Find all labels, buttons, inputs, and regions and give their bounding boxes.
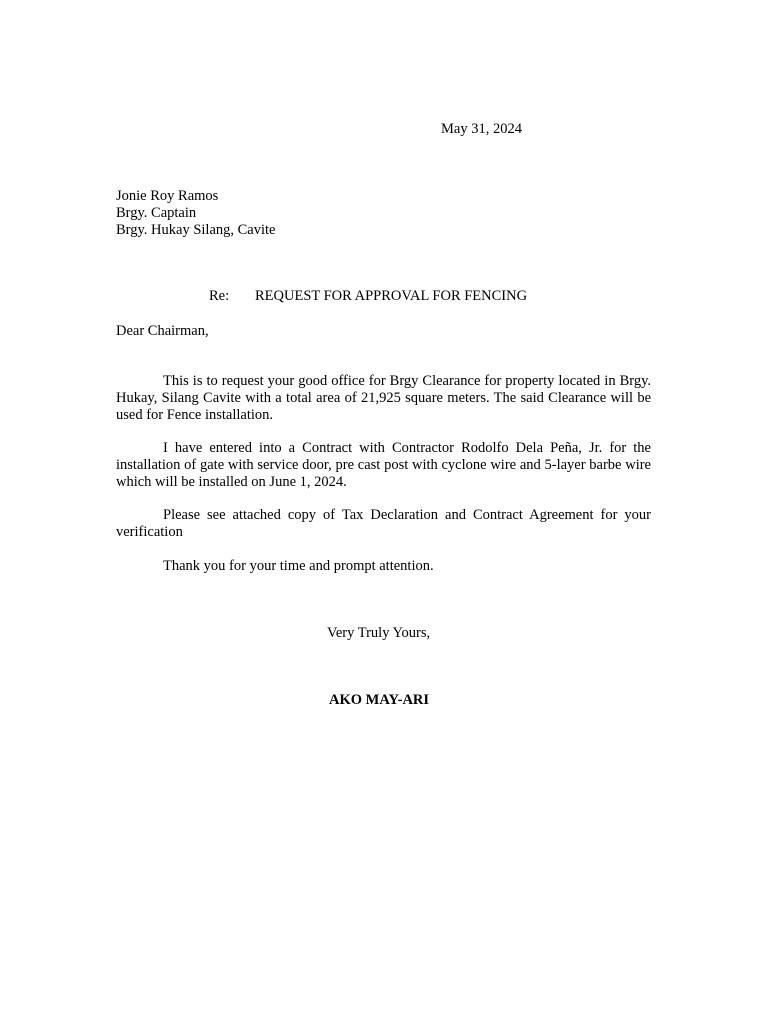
signatory-name: AKO MAY-ARI	[329, 692, 430, 708]
recipient-title: Brgy. Captain	[116, 205, 197, 221]
body-paragraph-clearance: This is to request your good office for Brgy Clearance for property located in Brgy. Hukay, Silang Cavite with a total area of 21,925 square meters. The said Clearance will be used for Fence installation.	[116, 373, 651, 423]
salutation: Dear Chairman,	[116, 323, 209, 339]
body-paragraph-thanks: Thank you for your time and prompt attention.	[163, 558, 434, 574]
recipient-address: Brgy. Hukay Silang, Cavite	[116, 222, 276, 238]
recipient-block	[116, 188, 276, 239]
closing-line: Very Truly Yours,	[327, 625, 431, 641]
letter-date: May 31, 2024	[441, 121, 522, 137]
subject-line	[209, 288, 527, 305]
recipient-name: Jonie Roy Ramos	[116, 188, 219, 204]
body-paragraph-contract: I have entered into a Contract with Contractor Rodolfo Dela Peña, Jr. for the installation of gate with service door, pre cast post with cyclone wire and 5-layer barbe wire which will be installed on June 1, 2024.	[116, 440, 651, 490]
subject-text: REQUEST FOR APPROVAL FOR FENCING	[255, 288, 528, 304]
body-paragraph-attachments: Please see attached copy of Tax Declaration and Contract Agreement for your verification	[116, 507, 651, 540]
subject-label: Re:	[209, 288, 230, 304]
